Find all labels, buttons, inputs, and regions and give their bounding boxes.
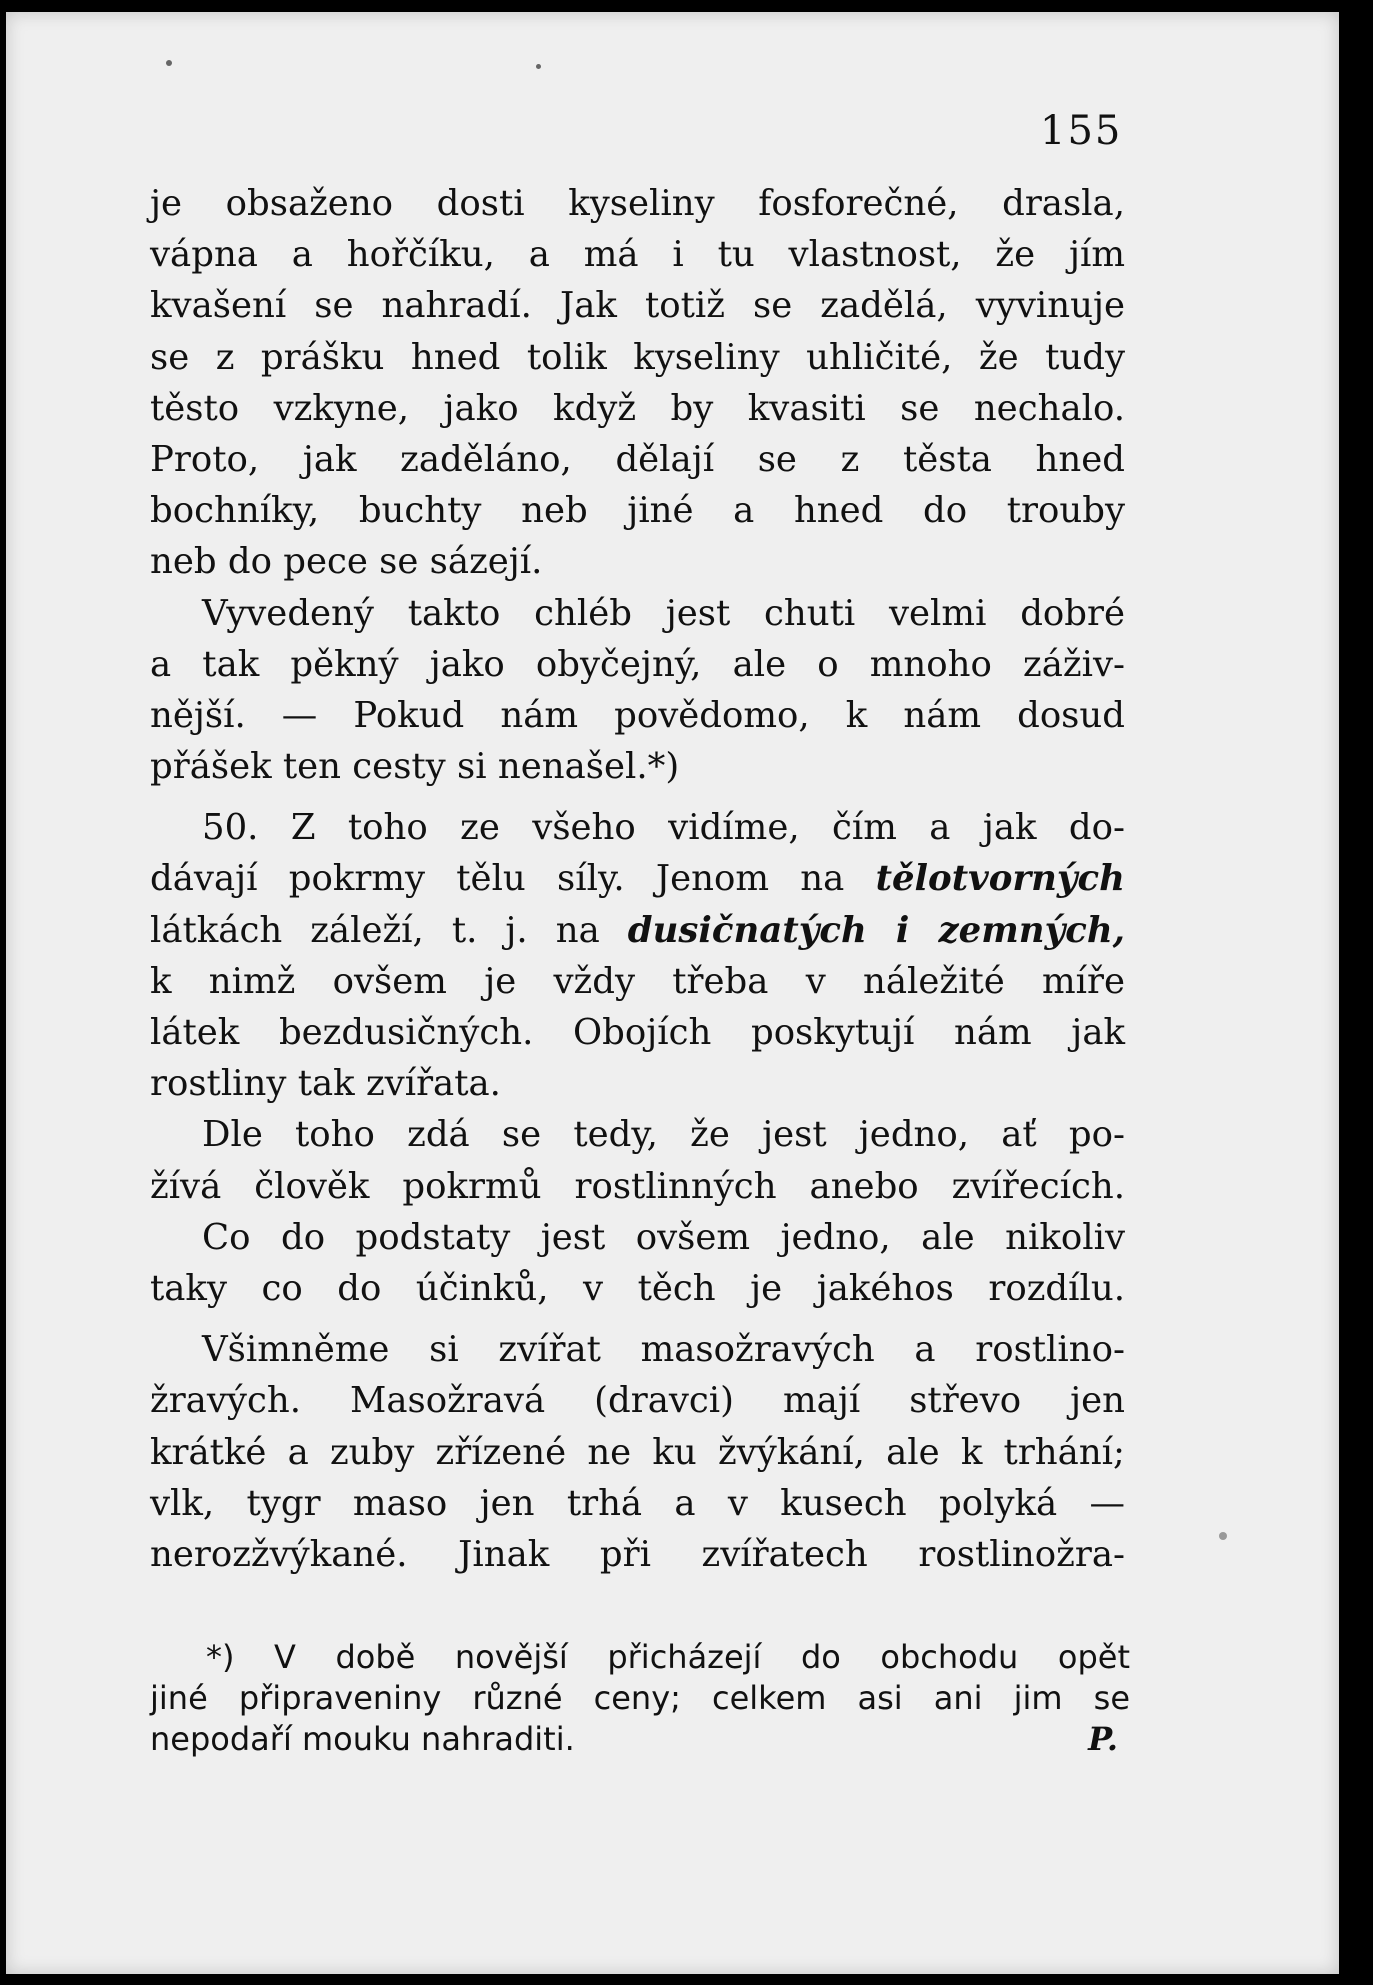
text-line: neb do pece se sázejí. xyxy=(150,541,543,583)
text-line: se z prášku hned tolik kyseliny uhličité, že tudy xyxy=(150,336,1125,378)
footnote-signature: P. xyxy=(1088,1720,1118,1758)
text-line: Všimněme si zvířat masožravých a rostlino- xyxy=(202,1329,1125,1371)
text-line: krátké a zuby zřízené ne ku žvýkání, ale k trhání; xyxy=(150,1431,1125,1473)
text-segment: látkách záleží, t. j. na xyxy=(150,909,600,951)
text-line: přášek ten cesty si nenašel.*) xyxy=(150,746,680,788)
text-line: bochníky, buchty neb jiné a hned do trouby xyxy=(150,490,1125,532)
footnote-line xyxy=(150,1719,1130,1760)
text-line: těsto vzkyne, jako když by kvasiti se nechalo. xyxy=(150,387,1125,429)
page-number: 155 xyxy=(1040,108,1123,154)
scan-border-top xyxy=(0,0,1373,12)
text-line: k nimž ovšem je vždy třeba v náležité míře xyxy=(150,960,1125,1002)
footnote xyxy=(150,1637,1130,1760)
text-line: Co do podstaty jest ovšem jedno, ale nikoliv xyxy=(202,1216,1125,1258)
text-line: žravých. Masožravá (dravci) mají střevo jen xyxy=(150,1380,1125,1422)
text-line: nerozžvýkané. Jinak při zvířatech rostlinožra- xyxy=(150,1533,1125,1575)
text-line: 50. Z toho ze všeho vidíme, čím a jak do- xyxy=(202,807,1125,849)
text-line: látek bezdusičných. Obojích poskytují nám jak xyxy=(150,1012,1125,1053)
text-line: je obsaženo dosti kyseliny fosforečné, drasla, xyxy=(150,183,1125,224)
text-line: Proto, jak zaděláno, dělají se z těsta hned xyxy=(150,438,1125,480)
text-line: kvašení se nahradí. Jak totiž se zadělá, vyvinuje xyxy=(150,285,1125,327)
scan-border-right xyxy=(1339,0,1373,1985)
body-text xyxy=(150,178,1125,1580)
text-line: taky co do účinků, v těch je jakéhos rozdílu. xyxy=(150,1267,1125,1309)
text-line: a tak pěkný jako obyčejný, ale o mnoho záživ- xyxy=(150,643,1125,685)
text-line: Dle toho zdá se tedy, že jest jedno, ať po- xyxy=(202,1114,1125,1156)
emphasis-text: dusičnatých i zemných, xyxy=(627,909,1125,951)
footnote-line: jiné připraveniny různé ceny; celkem asi ani jim se xyxy=(150,1679,1130,1717)
text-line: nější. — Pokud nám povědomo, k nám dosud xyxy=(150,694,1125,736)
text-line: vápna a hořčíku, a má i tu vlastnost, že jím xyxy=(150,234,1125,276)
text-line: Vyvedený takto chléb jest chuti velmi dobré xyxy=(202,592,1125,634)
speck xyxy=(166,60,172,66)
text-segment: dávají pokrmy tělu síly. Jenom na xyxy=(150,858,845,900)
text-line: žívá člověk pokrmů rostlinných anebo zvířecích. xyxy=(150,1165,1125,1207)
footnote-line: *) V době novější přicházejí do obchodu opět xyxy=(206,1638,1130,1676)
text-line: vlk, tygr maso jen trhá a v kusech polyká — xyxy=(150,1482,1125,1524)
speck xyxy=(1219,1532,1227,1540)
text-line: rostliny tak zvířata. xyxy=(150,1063,501,1105)
text-line xyxy=(150,905,1125,956)
footnote-text: nepodaří mouku nahraditi. xyxy=(150,1720,575,1758)
text-line xyxy=(150,853,1125,904)
speck xyxy=(536,64,541,69)
emphasis-text: tělotvorných xyxy=(875,858,1125,900)
